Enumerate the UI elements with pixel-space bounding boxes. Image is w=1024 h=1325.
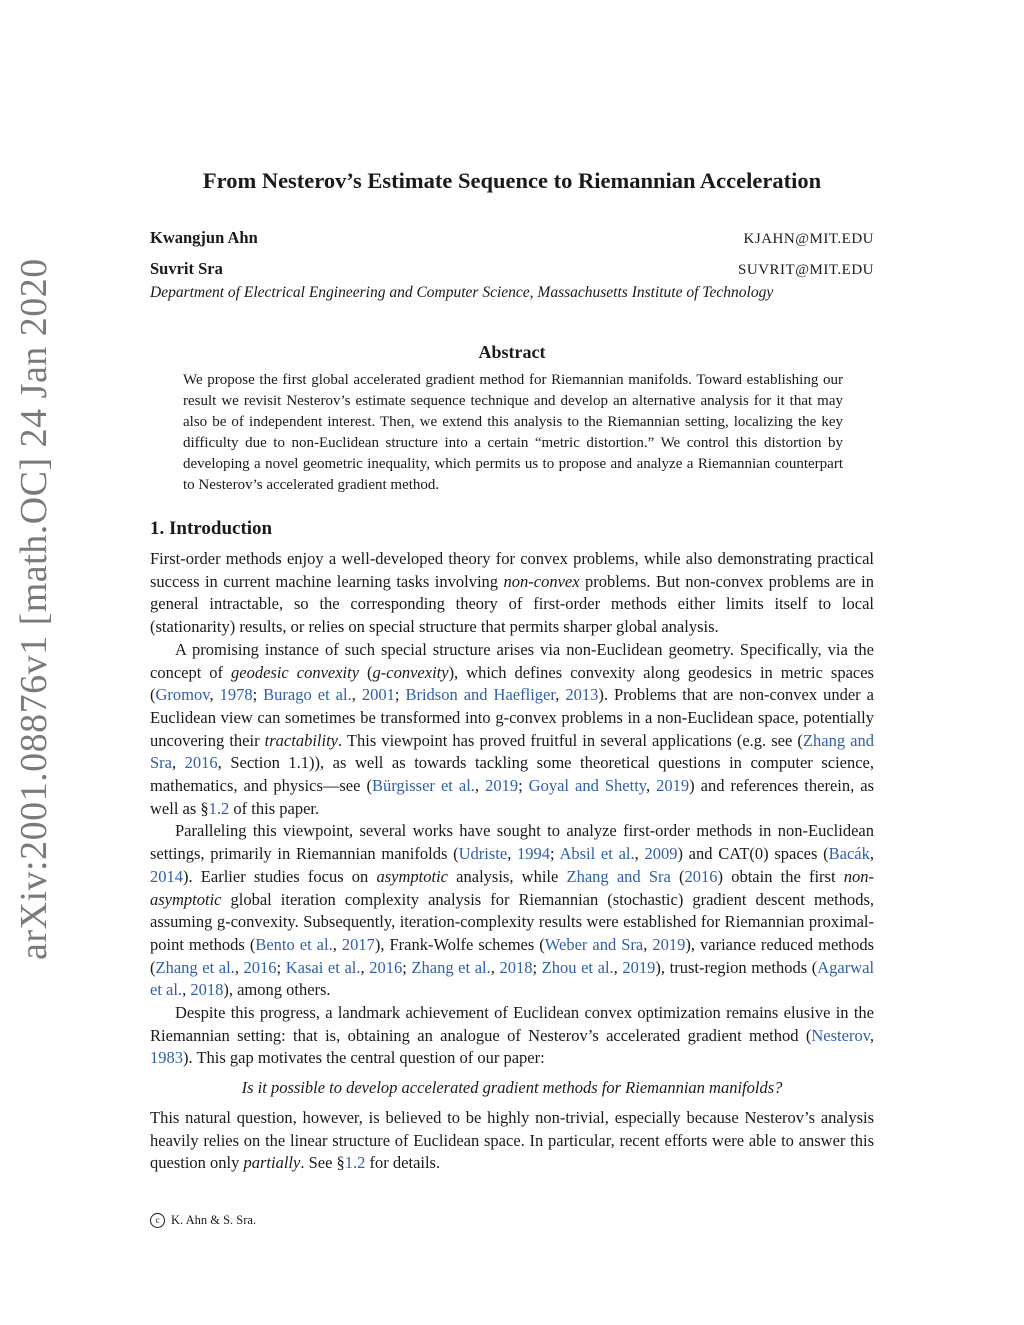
abstract-heading: Abstract bbox=[478, 342, 546, 362]
citation-year-link[interactable]: 2019 bbox=[652, 934, 686, 954]
paper-title: From Nesterov’s Estimate Sequence to Riemannian Acceleration bbox=[202, 168, 822, 193]
citation-link[interactable]: Weber and Sra bbox=[544, 934, 644, 954]
abstract-text: We propose the first global accelerated gradient method for Riemannian manifolds. Toward establishing our result we revisit Nesterov’s estimate sequence technique and develop an alternative analysis for it that may also be of independent interest. Then, we extend this analysis to the Riemannian setting, localizing the key difficulty due to non-Euclidean structure into a certain “metric distortion.” We control this distortion by developing a novel geometric inequality, which permits us to propose and analyze a Riemannian counterpart to Nesterov’s accelerated gradient method. bbox=[183, 372, 843, 493]
citation-link[interactable]: Absil et al. bbox=[559, 844, 635, 864]
citation-year-link[interactable]: 1978 bbox=[219, 685, 253, 705]
citation-link[interactable]: Kasai et al. bbox=[285, 957, 361, 977]
author-row bbox=[150, 259, 874, 279]
citation-link[interactable]: Gromov bbox=[155, 685, 210, 705]
citation-year-link[interactable]: 1983 bbox=[150, 1048, 183, 1068]
citation-year-link[interactable]: 2009 bbox=[644, 844, 678, 864]
citation-year-link[interactable]: 2016 bbox=[684, 866, 718, 886]
citation-year-link[interactable]: 2016 bbox=[369, 957, 403, 977]
paragraph: Despite this progress, a landmark achievement of Euclidean convex optimization remains elusive in the Riemannian setting: that is, obtaining an analogue of Nesterov’s accelerated gradient method (Nesterov, 1983). This gap motivates the central question of our paper: bbox=[150, 1003, 874, 1068]
citation-link[interactable]: Nesterov bbox=[811, 1025, 870, 1045]
research-question: Is it possible to develop accelerated gradient methods for Riemannian manifolds? bbox=[241, 1078, 783, 1098]
copyright-footer bbox=[150, 1213, 256, 1228]
copyright-text: K. Ahn & S. Sra. bbox=[171, 1213, 257, 1227]
citation-year-link[interactable]: 2018 bbox=[499, 957, 533, 977]
citation-year-link[interactable]: 2016 bbox=[243, 957, 277, 977]
citation-year-link[interactable]: 2014 bbox=[150, 866, 183, 886]
author-name: Kwangjun Ahn bbox=[150, 228, 258, 247]
citation-link[interactable]: Zhang and Sra bbox=[566, 866, 671, 886]
citation-link[interactable]: Zhang and Sra bbox=[150, 730, 874, 773]
section-ref-link[interactable]: 1.2 bbox=[344, 1153, 366, 1173]
citation-link[interactable]: Zhou et al. bbox=[541, 957, 614, 977]
citation-year-link[interactable]: 2019 bbox=[485, 776, 519, 796]
citation-link[interactable]: Udriste bbox=[458, 844, 508, 864]
affiliation: Department of Electrical Engineering and Computer Science, Massachusetts Institute of Technology bbox=[150, 284, 774, 301]
citation-link[interactable]: Bacák bbox=[828, 844, 870, 864]
citation-year-link[interactable]: 2013 bbox=[565, 685, 599, 705]
paragraph: Paralleling this viewpoint, several works have sought to analyze first-order methods in non-Euclidean settings, primarily in Riemannian manifolds (Udriste, 1994; Absil et al., 2009) and CAT(0) spaces (Bacák, 2014). Earlier studies focus on asymptotic analysis, while Zhang and Sra (2016) obtain the first non-asymptotic global iteration complexity analysis for Riemannian (stochastic) gradient descent methods, assuming g-convexity. Subsequently, iteration-complexity results were established for Riemannian proximal-point methods (Bento et al., 2017), Frank-Wolfe schemes (Weber and Sra, 2019), variance reduced methods (Zhang et al., 2016; Kasai et al., 2016; Zhang et al., 2018; Zhou et al., 2019), trust-region methods (Agarwal et al., 2018), among others. bbox=[150, 821, 875, 1000]
citation-year-link[interactable]: 2016 bbox=[184, 753, 218, 773]
citation-link[interactable]: Agarwal et al. bbox=[150, 957, 875, 1000]
citation-year-link[interactable]: 2017 bbox=[341, 934, 375, 954]
paragraph: A promising instance of such special structure arises via non-Euclidean geometry. Specifically, via the concept of geodesic convexity (g-convexity), which defines convexity along geodesics in metric spaces (Gromov, 1978; Burago et al., 2001; Bridson and Haefliger, 2013). Problems that are non-convex under a Euclidean view can sometimes be transformed into g-convex problems in a non-Euclidean space, potentially uncovering their tractability. This viewpoint has proved fruitful in several applications (e.g. see (Zhang and Sra, 2016, Section 1.1)), as well as towards tackling some theoretical questions in computer science, mathematics, and physics—see (Bürgisser et al., 2019; Goyal and Shetty, 2019) and references therein, as well as §1.2 of this paper. bbox=[150, 639, 875, 818]
paragraph: This natural question, however, is believed to be highly non-trivial, especially because Nesterov’s analysis heavily relies on the linear structure of Euclidean space. In particular, recent efforts were able to answer this question only partially. See §1.2 for details. bbox=[150, 1107, 874, 1173]
author-email: KJAHN@MIT.EDU bbox=[743, 231, 874, 247]
author-row bbox=[150, 228, 874, 248]
citation-year-link[interactable]: 2019 bbox=[656, 776, 690, 796]
citation-link[interactable]: Burago et al. bbox=[263, 685, 352, 705]
arxiv-stamp: arXiv:2001.08876v1 [math.OC] 24 Jan 2020 bbox=[13, 258, 55, 960]
author-email: SUVRIT@MIT.EDU bbox=[738, 262, 874, 278]
citation-link[interactable]: Bento et al. bbox=[255, 934, 333, 954]
citation-year-link[interactable]: 1994 bbox=[517, 844, 551, 864]
citation-link[interactable]: Bridson and Haefliger bbox=[405, 685, 556, 705]
body-text bbox=[150, 548, 874, 1175]
author-name: Suvrit Sra bbox=[150, 259, 223, 278]
section-ref-link[interactable]: 1.2 bbox=[208, 798, 230, 818]
copyright-icon: c bbox=[150, 1213, 165, 1228]
citation-link[interactable]: Zhang et al. bbox=[155, 957, 235, 977]
citation-link[interactable]: Zhang et al. bbox=[411, 957, 491, 977]
section-heading: 1. Introduction bbox=[150, 518, 273, 539]
citation-year-link[interactable]: 2001 bbox=[361, 685, 395, 705]
citation-link[interactable]: Goyal and Shetty bbox=[528, 776, 646, 796]
citation-year-link[interactable]: 2018 bbox=[190, 980, 224, 1000]
citation-link[interactable]: Bürgisser et al. bbox=[371, 776, 475, 796]
paragraph: First-order methods enjoy a well-developed theory for convex problems, while also demonstrating practical success in current machine learning tasks involving non-convex problems. But non-convex problems are in general intractable, so the corresponding theory of first-order methods either limits itself to local (stationarity) results, or relies on special structure that permits sharper global analysis. bbox=[150, 549, 874, 637]
citation-year-link[interactable]: 2019 bbox=[622, 957, 656, 977]
